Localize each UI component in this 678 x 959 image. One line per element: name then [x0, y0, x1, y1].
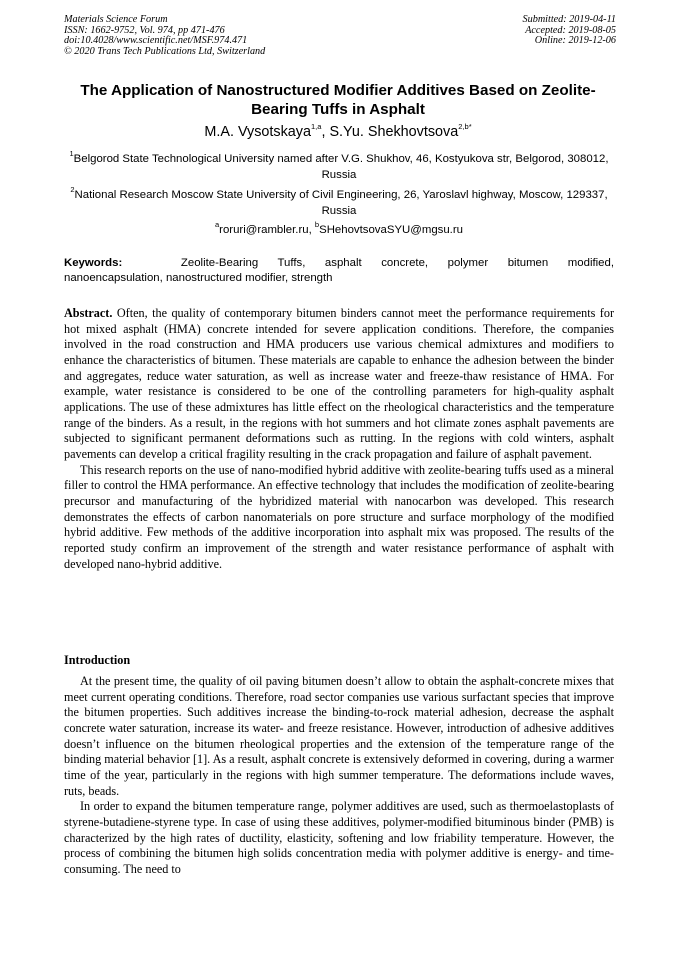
keywords-line [64, 256, 614, 271]
affiliation-marker: 2 [70, 185, 75, 195]
abstract-paragraph [64, 306, 614, 463]
email-marker: a [215, 220, 220, 230]
affiliation-1 [64, 151, 614, 183]
introduction-section [64, 674, 614, 878]
email-marker: b [314, 220, 320, 230]
abstract-paragraph: This research reports on the use of nano-modified hybrid additive with zeolite-bearing tuffs used as a mineral filler to control the HMA performance. An effective technology that includes the modification of zeolite-bearing precursor and manufacturing of the hybridized material with nanocarbon was developed. This research demonstrates the effects of carbon nanomaterials on pore structure and surface morphology of the modified hybrid additive. Few methods of the additive incorporation into asphalt mix was proposed. The results of the reported study confirm an improvement of the strength and water resistance performance of asphalt with developed nano-hybrid additive. [64, 462, 614, 571]
email-link: roruri@rambler.ru, [219, 224, 315, 236]
journal-doi: doi:10.4028/www.scientific.net/MSF.974.471 [64, 35, 248, 47]
author-separator: , [321, 124, 330, 140]
date-accepted: Accepted: 2019-08-05 [525, 24, 616, 36]
introduction-paragraph: At the present time, the quality of oil paving bitumen doesn’t allow to obtain the asphalt-concrete mixes that meet current operating conditions. Therefore, road sector companies use various surfactant species that improve the bitumen properties. Such additives increase the binding-to-rock material adhesion, decrease the asphalt concrete water saturation, increase its water- and freeze resistance. However, introduction of adhesive additives doesn’t influence on the bitumen rheological properties and the extension of the temperature range of the binding material behavior [1]. As a result, asphalt concrete is extensively deformed in covering, during a warmer time of the year, particularly in the regions with high summer temperature. The deformations include waves, ruts, beads. [64, 674, 614, 798]
affiliation-text: Belgorod State Technological University named after V.G. Shukhov, 46, Kostyukova str, Belgorod, 308012, Russia [73, 153, 609, 181]
affiliation-marker: 1 [69, 149, 74, 159]
author-superscript: 2,b* [458, 122, 472, 132]
affiliation-2 [64, 187, 614, 219]
author-name: M.A. Vysotskaya [204, 124, 312, 140]
journal-copyright: © 2020 Trans Tech Publications Ltd, Switzerland [64, 45, 266, 57]
keywords-label: Keywords: [64, 257, 123, 269]
keywords-text: Zeolite-Bearing Tuffs, asphalt concrete, polymer bitumen modified, [180, 257, 615, 269]
journal-info [64, 15, 265, 57]
journal-name: Materials Science Forum [64, 14, 168, 25]
author-emails [64, 222, 614, 238]
paper-title: The Application of Nanostructured Modifier Additives Based on Zeolite-Bearing Tuffs in Asphalt [80, 82, 596, 118]
keywords-text-continued: nanoencapsulation, nanostructured modifier, strength [64, 272, 333, 284]
author-name: S.Yu. Shekhovtsova [329, 124, 459, 140]
author-list [60, 123, 616, 141]
publication-dates [523, 15, 616, 47]
abstract-text: Often, the quality of contemporary bitumen binders cannot meet the performance requirements for hot mixed asphalt (HMA) concrete intended for severe application conditions. Therefore, the companies involved in the road construction and HMA producers use various chemical admixtures and modifiers to enhance the characteristics of bitumen. These materials are capable to enhance the adhesion between the binder and aggregates, reduce water saturation, as well as increase water and freeze-thaw resistance of HMA. For example, water resistance is considered to be one of the controlling parameters for high-quality asphalt applications. The use of these admixtures has little effect on the rheological characteristics and the temperature range of the binders. As a result, in the regions with hot summers and hot climate zones asphalt pavements are subjected to significant permanent deformations such as rutting. In the regions with cold winters, asphalt pavements can develop a critical fragility resulting in the crack propagation and failure of asphalt pavement. [64, 306, 614, 461]
abstract-label: Abstract. [64, 306, 113, 320]
date-submitted: Submitted: 2019-04-11 [522, 14, 616, 25]
date-online: Online: 2019-12-06 [534, 35, 616, 47]
section-heading: Introduction [64, 653, 131, 667]
journal-issn: ISSN: 1662-9752, Vol. 974, pp 471-476 [64, 24, 225, 36]
author-superscript: 1,a [311, 122, 322, 132]
abstract-section [64, 306, 614, 572]
keywords-section [64, 256, 614, 286]
email-link: SHehovtsovaSYU@mgsu.ru [319, 224, 463, 236]
affiliation-text: National Research Moscow State University of Civil Engineering, 26, Yaroslavl highway, Moscow, 129337, Russia [74, 189, 608, 217]
introduction-paragraph: In order to expand the bitumen temperature range, polymer additives are used, such as thermoelastoplasts of styrene-butadiene-styrene type. In case of using these additives, polymer-modified bituminous binder (PMB) is characterized by the high rates of ductility, elasticity, softening and low friability temperature. However, the process of combining the bitumen high solids concentration media with polymer additive is energy- and time-consuming. The need to [64, 799, 614, 876]
